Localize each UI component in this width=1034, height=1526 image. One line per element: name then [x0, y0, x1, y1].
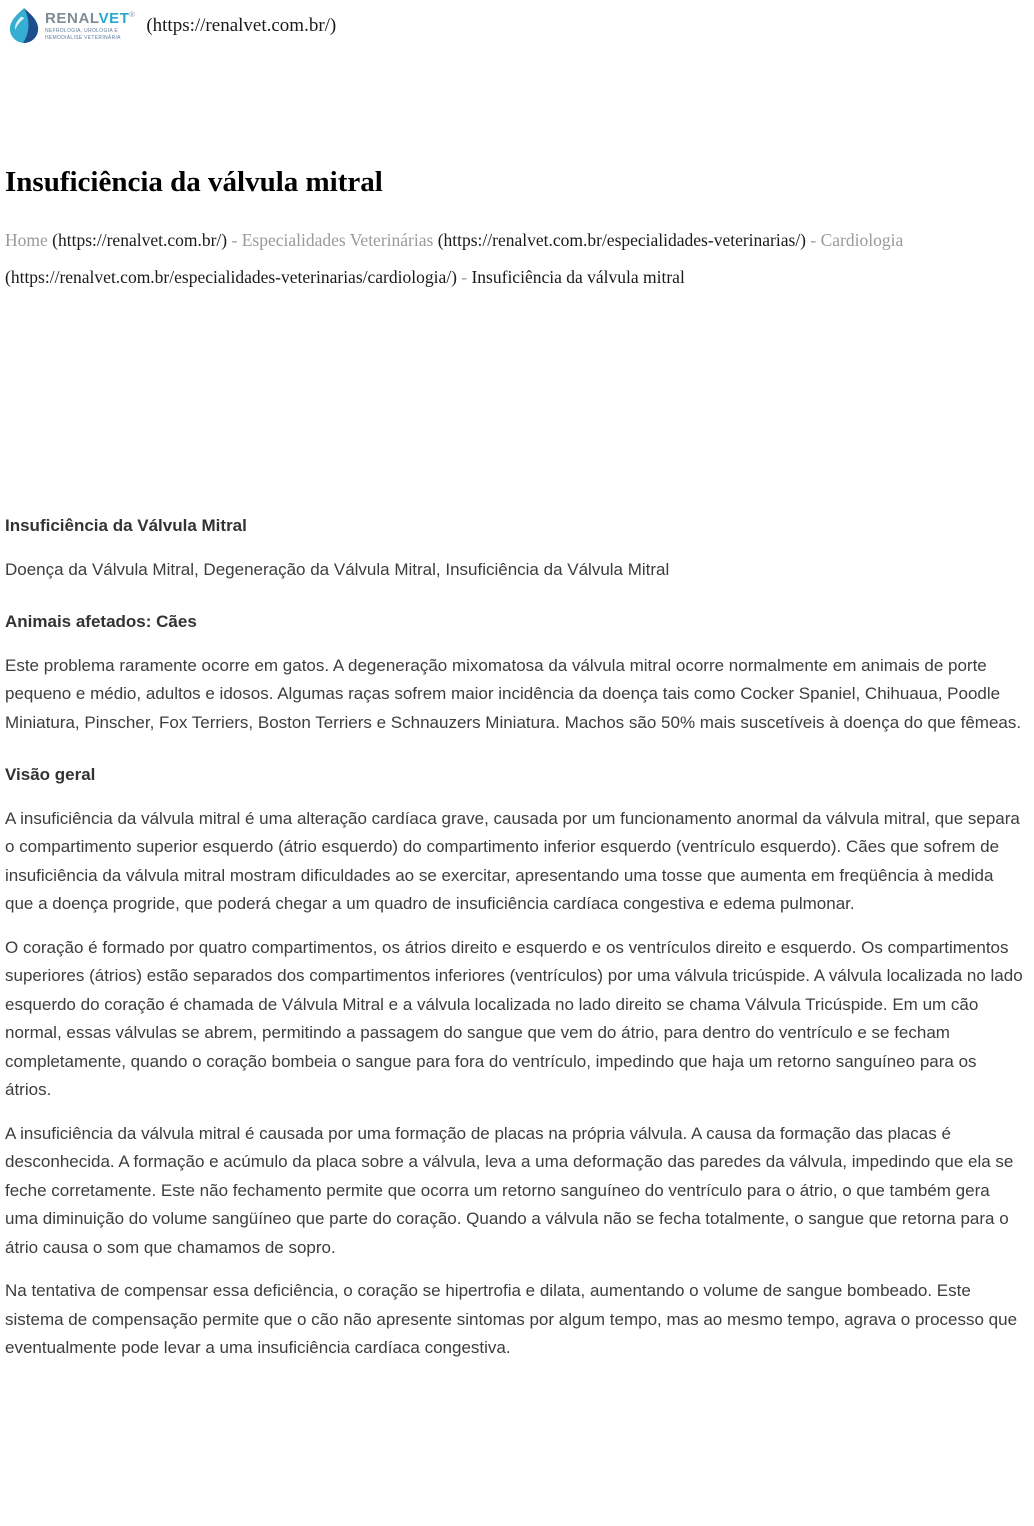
section-heading-animais-afetados: Animais afetados: Cães [5, 612, 197, 631]
breadcrumb-url-cardiologia: (https://renalvet.com.br/especialidades-veterinarias/cardiologia/) [5, 267, 457, 287]
breadcrumb-separator: - [231, 230, 238, 250]
paragraph-visao-geral-1: A insuficiência da válvula mitral é uma alteração cardíaca grave, causada por um funcionamento anormal da válvula mitral, que separa o compartimento superior esquerdo (átrio esquerdo) do compartimento inferior esquerdo (ventrículo esquerdo). Cães que sofrem de insuficiência da válvula mitral mostram dificuldades ao se exercitar, apresentando uma tosse que aumenta em freqüência à medida que a doença progride, que poderá chegar a um quadro de insuficiência cardíaca congestiva e edema pulmonar. [5, 808, 1020, 913]
article-heading: Insuficiência da Válvula Mitral [5, 516, 247, 535]
logo-tagline [45, 28, 135, 41]
paragraph-visao-geral-3: A insuficiência da válvula mitral é causada por uma formação de placas na própria válvula. A causa da formação das placas é desconhecida. A formação e acúmulo da placa sobre a válvula, leva a uma deformação das paredes da válvula, impedindo que ela se feche corretamente. Este não fechamento permite que ocorra um retorno sanguíneo do ventrículo para o átrio, o que também gera uma diminuição do volume sangüíneo que parte do coração. Quando a válvula não se fecha totalmente, o sangue que retorna para o átrio causa o som que chamamos de sopro. [5, 1123, 1014, 1257]
breadcrumb-separator: - [461, 267, 468, 287]
site-header [5, 0, 1024, 46]
brand-vet: VET [98, 10, 130, 28]
breadcrumb-link-home[interactable]: Home [5, 230, 48, 250]
article-subtitle: Doença da Válvula Mitral, Degeneração da Válvula Mitral, Insuficiência da Válvula Mitral [5, 559, 670, 579]
logo-text [45, 11, 135, 41]
breadcrumb [5, 222, 995, 296]
breadcrumb-current-page: Insuficiência da válvula mitral [471, 267, 685, 287]
breadcrumb-separator: - [810, 230, 817, 250]
registered-trademark: ® [129, 12, 136, 20]
brand-wordmark [45, 11, 135, 26]
paragraph-animais-afetados-1: Este problema raramente ocorre em gatos. A degeneração mixomatosa da válvula mitral ocorre normalmente em animais de porte pequeno e médio, adultos e idosos. Algumas raças sofrem maior incidência da doença tais como Cocker Spaniel, Chihuaua, Poodle Miniatura, Pinscher, Fox Terriers, Boston Terriers e Schnauzers Miniatura. Machos são 50% mais suscetíveis à doença do que fêmeas. [5, 655, 1022, 732]
breadcrumb-link-especialidades[interactable]: Especialidades Veterinárias [241, 230, 434, 250]
logo-printed-url: (https://renalvet.com.br/) [146, 15, 337, 36]
brand-renal: RENAL [45, 10, 99, 28]
breadcrumb-link-cardiologia[interactable]: Cardiologia [820, 230, 904, 250]
breadcrumb-url-home: (https://renalvet.com.br/) [52, 230, 228, 250]
logo-tagline-line1: NEFROLOGIA, UROLOGIA E [45, 28, 119, 35]
logo-tagline-line2: HEMODIÁLISE VETERINÁRIA [45, 34, 121, 41]
section-heading-visao-geral: Visão geral [5, 765, 96, 784]
renalvet-logo-icon [8, 7, 40, 45]
paragraph-visao-geral-4: Na tentativa de compensar essa deficiência, o coração se hipertrofia e dilata, aumentando o volume de sangue bombeado. Este sistema de compensação permite que o cão não apresente sintomas por algum tempo, mas ao mesmo tempo, agrava o processo que eventualmente pode levar a uma insuficiência cardíaca congestiva. [5, 1281, 1018, 1357]
page-title: Insuficiência da válvula mitral [5, 166, 383, 198]
article-body [5, 512, 1024, 1363]
paragraph-visao-geral-2: O coração é formado por quatro compartimentos, os átrios direito e esquerdo e os ventrículos direito e esquerdo. Os compartimentos superiores (átrios) estão separados dos compartimentos inferiores (ventrículos) por uma válvula tricúspide. A válvula localizada no lado esquerdo do coração é chamada de Válvula Mitral e a válvula localizada no lado direito se chama Válvula Tricúspide. Em um cão normal, essas válvulas se abrem, permitindo a passagem do sangue que vem do átrio, para dentro do ventrículo e se fecham completamente, quando o coração bombeia o sangue para fora do ventrículo, impedindo que haja um retorno sanguíneo para os átrios. [5, 937, 1023, 1099]
breadcrumb-url-especialidades: (https://renalvet.com.br/especialidades-veterinarias/) [437, 230, 807, 250]
logo-link[interactable] [8, 7, 135, 45]
